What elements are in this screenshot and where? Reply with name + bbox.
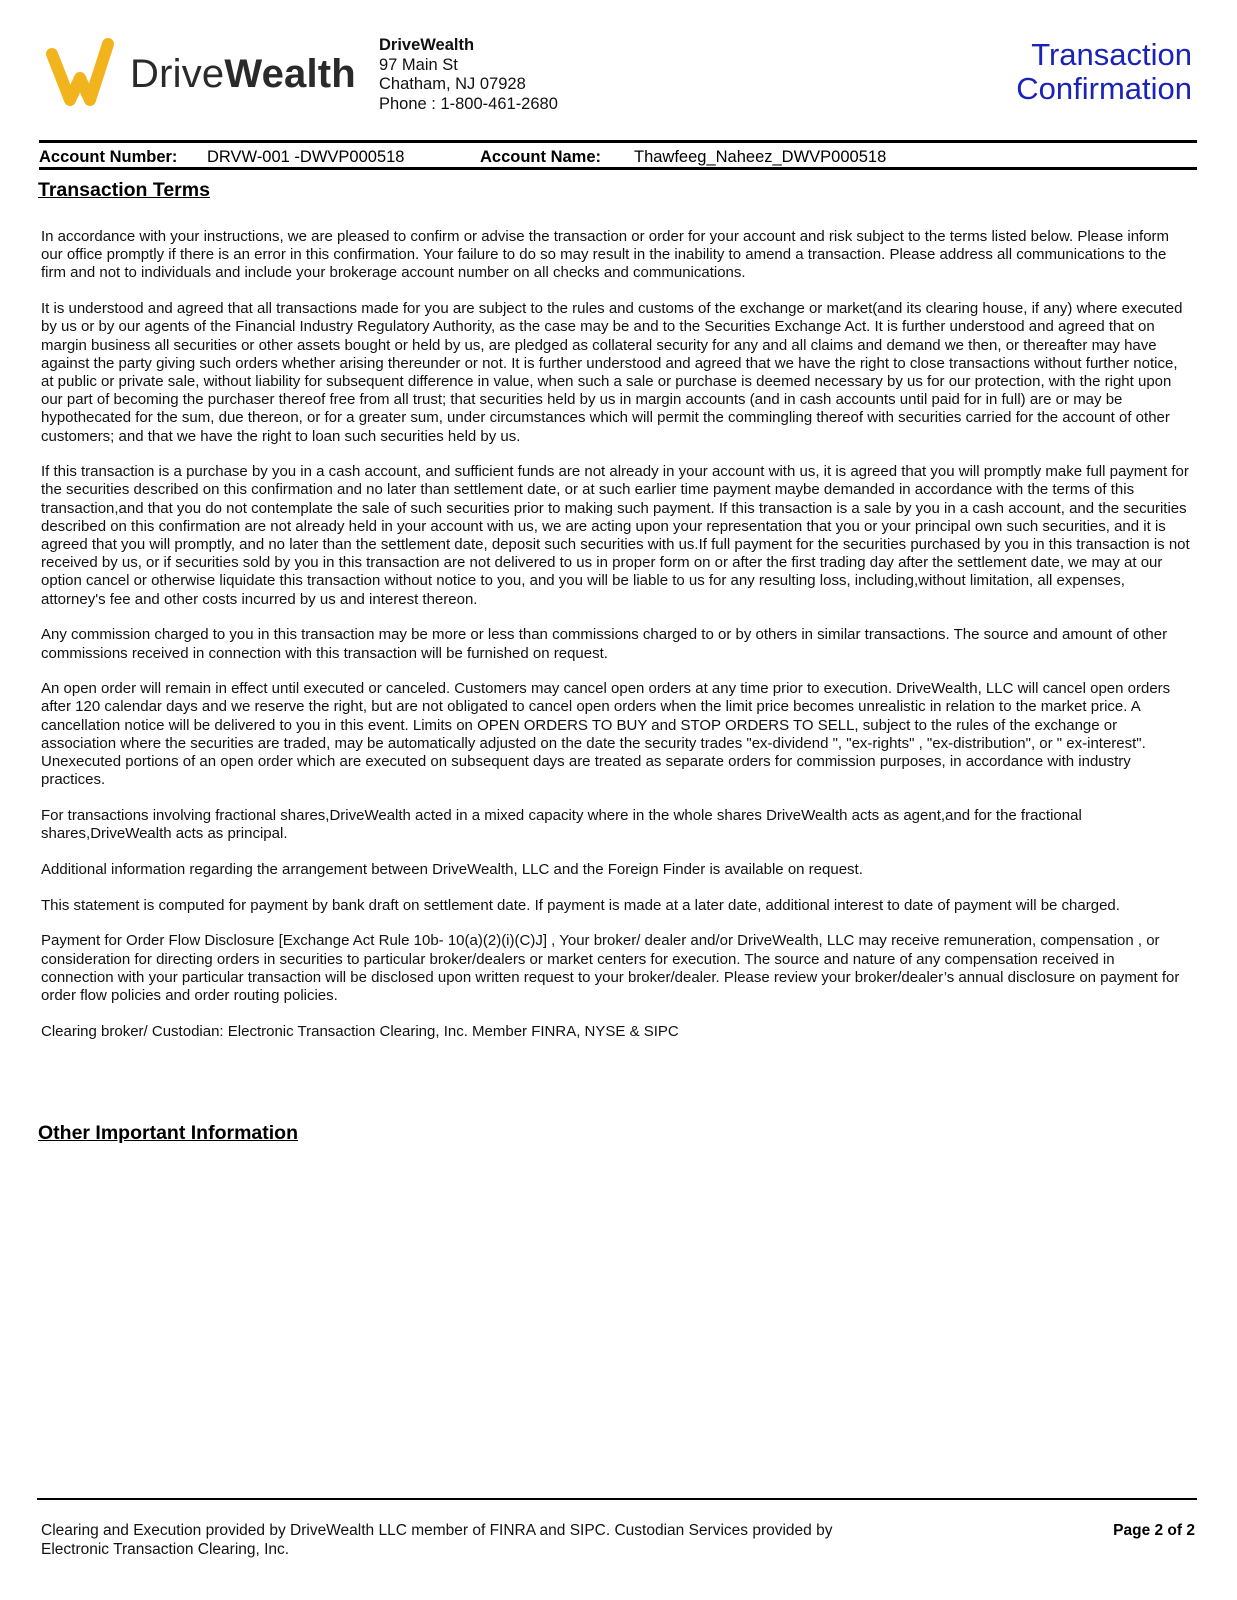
terms-paragraph: Payment for Order Flow Disclosure [Exchange Act Rule 10b- 10(a)(2)(i)(C)J] , Your broker/ dealer and/or DriveWealth, LLC may receive remuneration, compensation , or consideration for directing orders in securities to particular broker/dealers or market centers for execution. The source and nature of any compensation received in connection with your particular transaction will be disclosed upon written request to your broker/dealer. Please review your broker/dealer’s annual disclosure on payment for order flow policies and order routing policies. [41, 932, 1180, 1004]
logo-word-drive: Drive [130, 51, 225, 96]
terms-paragraph: This statement is computed for payment by bank draft on settlement date. If payment is made at a later date, additional interest to date of payment will be charged. [41, 896, 1120, 914]
terms-paragraph: Additional information regarding the arrangement between DriveWealth, LLC and the Foreign Finder is available on request. [41, 860, 863, 878]
terms-paragraph: Any commission charged to you in this transaction may be more or less than commissions charged to or by others in similar transactions. The source and amount of other commissions received in connection with this transaction will be furnished on request. [41, 626, 1168, 662]
logo-word-wealth: Wealth [224, 51, 356, 96]
terms-paragraph: Clearing broker/ Custodian: Electronic Transaction Clearing, Inc. Member FINRA, NYSE & SIPC [41, 1022, 679, 1040]
page-header [0, 0, 1237, 140]
page-number: Page 2 of 2 [1113, 1522, 1195, 1539]
terms-paragraph: It is understood and agreed that all transactions made for you are subject to the rules and customs of the exchange or market(and its clearing house, if any) where executed by us or by our agents of the Financial Industry Regulatory Authority, as the case may be and to the Securities Exchange Act. It is further understood and agreed that on margin business all securities or other assets bought or held by us, are pledged as collateral security for any and all claims and demand we then, or thereafter may have against the party giving such orders whether arising thereunder or not. It is further understood and agreed that we have the right to close transactions without further notice, at public or private sale, without liability for subsequent difference in value, when such a sale or purchase is deemed necessary by us for our protection, with the right upon our part of becoming the purchaser thereof free from all trust; that securities held by us in margin accounts (and in cash accounts until paid for in full) are or may be hypothecated for the sum, due thereon, or for a greater sum, under circumstances which will permit the commingling thereof with securities carried for the account of other customers; and that we have the right to loan such securities held by us. [41, 300, 1183, 445]
terms-paragraph: If this transaction is a purchase by you in a cash account, and sufficient funds are not already in your account with us, it is agreed that you will promptly make full payment for the securities described on this confirmation and no later than settlement date, or at such earlier time payment maybe demanded in accordance with the terms of this transaction,and that you do not contemplate the sale of such securities prior to making such payment. If this transaction is a sale by you in a cash account, and the securities described on this confirmation are not already held in your account with us, we are acting upon your representation that you or your principal own such securities, and it is agreed that you will promptly, and no later than the settlement date, deposit such securities with us.If full payment for the securities purchased by you in this transaction is not received by us, or if securities sold by you in this transaction are not delivered to us in proper form on or after the first trading day after the settlement date, we may at our option cancel or otherwise liquidate this transaction without notice to you, and you will be liable to us for any resulting loss, including,without limitation, all expenses, attorney's fee and other costs incurred by us and interest thereon. [41, 463, 1190, 608]
account-name-label: Account Name: [480, 148, 602, 166]
document-title [932, 38, 1192, 106]
logo-wordmark [130, 52, 356, 97]
terms-paragraph: In accordance with your instructions, we are pleased to confirm or advise the transaction or order for your account and risk subject to the terms listed below. Please inform our office promptly if there is an error in this confirmation. Your failure to do so may result in the inability to amend a transaction. Please address all communications to the firm and not to individuals and include your brokerage account number on all checks and communications. [41, 228, 1170, 282]
account-name-value: Thawfeeg_Naheez_DWVP000518 [634, 148, 887, 166]
account-number-value: DRVW-001 -DWVP000518 [207, 148, 405, 166]
terms-paragraph: For transactions involving fractional shares,DriveWealth acted in a mixed capacity where in the whole shares DriveWealth acts as agent,and for the fractional shares,DriveWealth acts as principal. [41, 806, 1082, 843]
firm-street: 97 Main St [379, 55, 458, 74]
footer-disclosure: Clearing and Execution provided by DriveWealth LLC member of FINRA and SIPC. Custodian Services provided by Electronic Transaction Clearing, Inc. [41, 1522, 833, 1558]
document-title-line1: Transaction [1031, 37, 1192, 72]
firm-name: DriveWealth [379, 36, 475, 54]
footer-divider [37, 1498, 1197, 1500]
account-info-bar [39, 140, 1197, 170]
drivewealth-logo [44, 38, 356, 110]
terms-paragraph: An open order will remain in effect until executed or canceled. Customers may cancel open orders at any time prior to execution. DriveWealth, LLC will cancel open orders after 120 calendar days and we reserve the right, but are not obligated to cancel open orders when the limit price becomes unrealistic in relation to the market price. A cancellation notice will be delivered to you in this event. Limits on OPEN ORDERS TO BUY and STOP ORDERS TO SELL, subject to the rules of the exchange or association where the securities are traded, may be automatically adjusted on the date the security trades "ex-dividend ", "ex-rights" , "ex-distribution", or " ex-interest". Unexecuted portions of an open order which are executed on subsequent days are treated as separate orders for commission purposes, in accordance with industry practices. [41, 680, 1171, 789]
firm-address-block [379, 36, 558, 114]
drivewealth-w-logo-icon [44, 38, 116, 110]
transaction-terms-body [41, 228, 1191, 1058]
other-information-heading: Other Important Information [38, 1122, 298, 1144]
transaction-terms-heading: Transaction Terms [38, 179, 210, 201]
account-number-label: Account Number: [39, 148, 178, 166]
firm-city: Chatham, NJ 07928 [379, 75, 526, 93]
firm-phone: Phone : 1-800-461-2680 [379, 94, 558, 113]
document-title-line2: Confirmation [1016, 71, 1192, 106]
